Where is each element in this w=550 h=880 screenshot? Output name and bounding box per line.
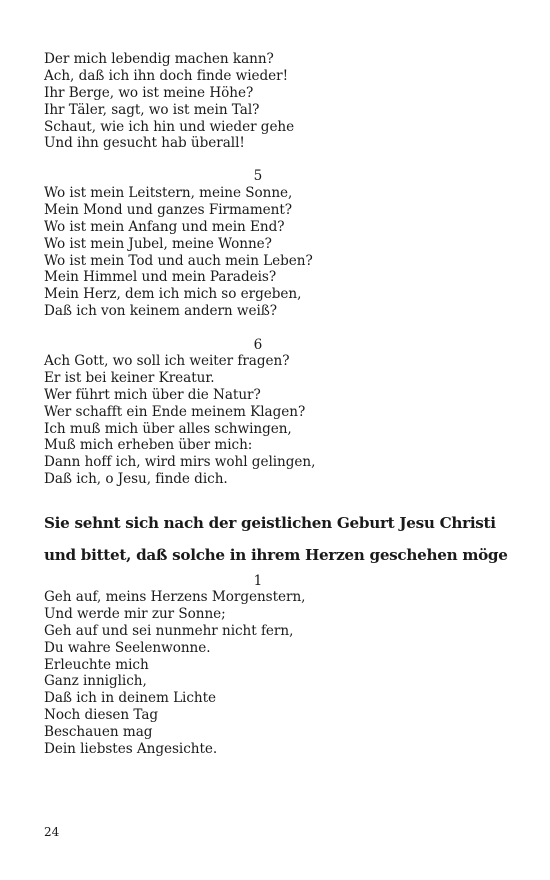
verse-line: Ihr Täler, sagt, wo ist mein Tal? (44, 101, 260, 118)
verse-line: Noch diesen Tag (44, 707, 159, 724)
verse-line: Ihr Berge, wo ist meine Höhe? (44, 84, 254, 101)
stanza-number: 6 (253, 337, 263, 353)
new-poem-stanza-1 (44, 589, 514, 758)
verse-line: Der mich lebendig machen kann? (44, 51, 274, 67)
verse-line: Beschauen mag (44, 724, 153, 741)
stanza-5 (44, 185, 514, 320)
poem-title-line-2: und bittet, daß solche in ihrem Herzen geschehen möge (44, 546, 508, 564)
stanza-6 (44, 353, 514, 488)
stanza-4-tail (44, 51, 514, 152)
verse-line: Geh auf, meins Herzens Morgenstern, (44, 589, 306, 605)
verse-line: Daß ich, o Jesu, finde dich. (44, 471, 228, 488)
poem-title-line-1: Sie sehnt sich nach der geistlichen Geburt Jesu Christi (44, 514, 496, 532)
verse-line: Ach Gott, wo soll ich weiter fragen? (44, 353, 290, 369)
verse-line: Wo ist mein Tod und auch mein Leben? (44, 252, 313, 269)
verse-line: Ganz inniglich, (44, 673, 147, 690)
verse-line: Wo ist mein Anfang und mein End? (44, 218, 285, 235)
verse-line: Erleuchte mich (44, 656, 149, 673)
verse-line: Ach, daß ich ihn doch finde wieder! (44, 67, 289, 84)
verse-line: Mein Herz, dem ich mich so ergeben, (44, 286, 302, 303)
verse-line: Mein Mond und ganzes Firmament? (44, 201, 293, 218)
verse-line: Dein liebstes Angesichte. (44, 741, 218, 758)
verse-line: Ich muß mich über alles schwingen, (44, 420, 292, 437)
stanza-number: 1 (253, 573, 263, 589)
verse-line: Daß ich in deinem Lichte (44, 690, 217, 707)
verse-line: Du wahre Seelenwonne. (44, 639, 211, 656)
verse-line: Daß ich von keinem andern weiß? (44, 303, 278, 320)
verse-line: Wo ist mein Leitstern, meine Sonne, (44, 185, 293, 201)
stanza-number: 5 (253, 168, 263, 184)
verse-line: Dann hoff ich, wird mirs wohl gelingen, (44, 454, 316, 471)
verse-line: Und ihn gesucht hab überall! (44, 135, 245, 152)
verse-line: Er ist bei keiner Kreatur. (44, 369, 215, 386)
page-number: 24 (44, 825, 60, 839)
verse-line: Schaut, wie ich hin und wieder gehe (44, 118, 295, 135)
verse-line: Wer schafft ein Ende meinem Klagen? (44, 403, 306, 420)
verse-line: Geh auf und sei nunmehr nicht fern, (44, 622, 294, 639)
verse-line: Wo ist mein Jubel, meine Wonne? (44, 235, 272, 252)
verse-line: Wer führt mich über die Natur? (44, 386, 261, 403)
verse-line: Und werde mir zur Sonne; (44, 605, 226, 622)
verse-line: Muß mich erheben über mich: (44, 437, 253, 454)
verse-line: Mein Himmel und mein Paradeis? (44, 269, 277, 286)
